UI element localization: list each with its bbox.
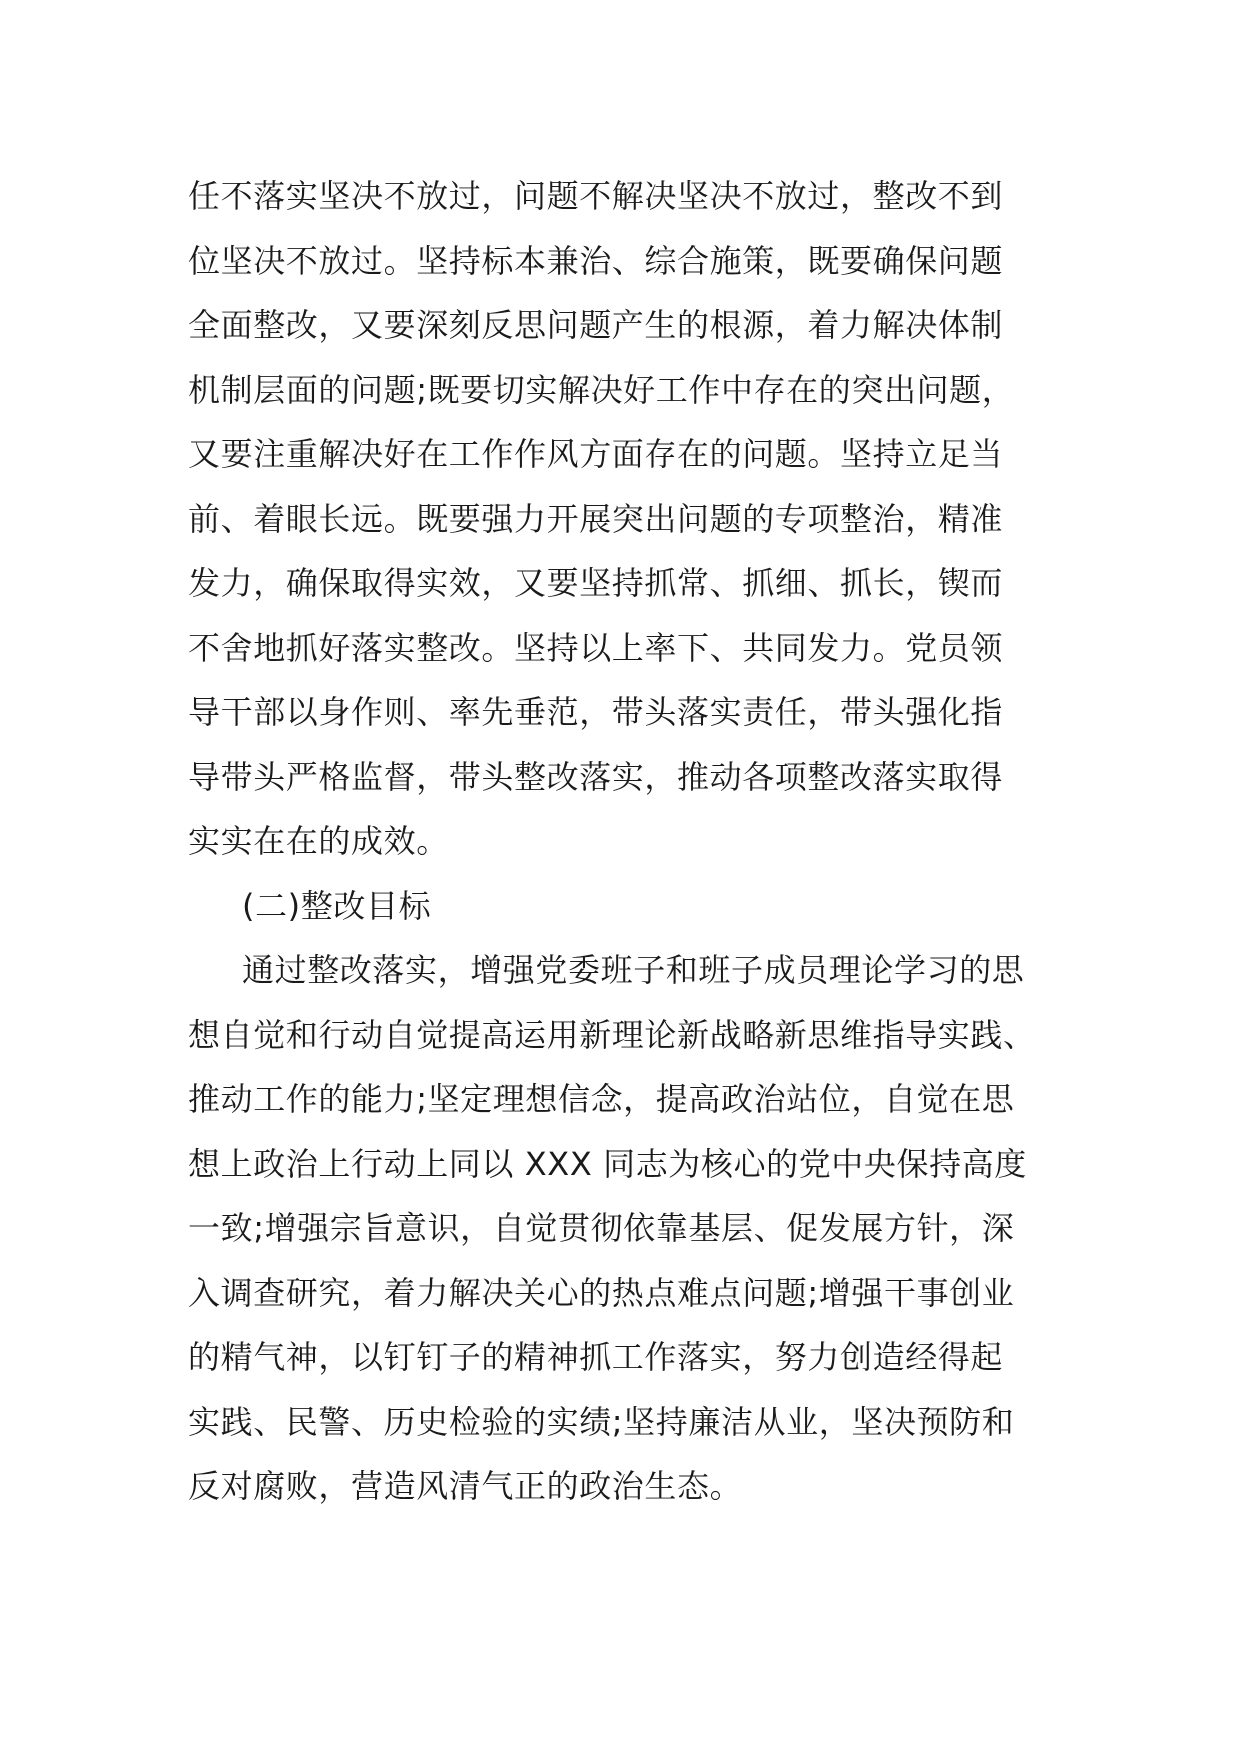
- text-line: 实实在在的成效。: [188, 822, 449, 860]
- text-line: 一致;增强宗旨意识，自觉贯彻依靠基层、促发展方针，深: [188, 1209, 1015, 1247]
- text-line: 又要注重解决好在工作作风方面存在的问题。坚持立足当: [188, 435, 1004, 473]
- text-line: 想上政治上行动上同以 XXX 同志为核心的党中央保持高度: [188, 1144, 1027, 1183]
- text-line: 任不落实坚决不放过，问题不解决坚决不放过，整改不到: [188, 177, 1004, 215]
- text-line: 推动工作的能力;坚定理想信念，提高政治站位，自觉在思: [188, 1080, 1015, 1118]
- text-line: 想自觉和行动自觉提高运用新理论新战略新思维指导实践、: [188, 1015, 1036, 1054]
- paragraph-principles: [188, 164, 1068, 874]
- text-line: 反对腐败，营造风清气正的政治生态。: [188, 1467, 743, 1505]
- text-line: 导带头严格监督，带头整改落实，推动各项整改落实取得: [188, 757, 1004, 796]
- text-line: 位坚决不放过。坚持标本兼治、综合施策，既要确保问题: [188, 241, 1004, 280]
- document-body: [188, 164, 1068, 1519]
- text-line: 机制层面的问题;既要切实解决好工作中存在的突出问题，: [188, 370, 1015, 409]
- paragraph-goals: [188, 938, 1068, 1519]
- section-heading-goals: (二)整改目标: [242, 886, 432, 925]
- text-line: 发力，确保取得实效，又要坚持抓常、抓细、抓长，锲而: [188, 564, 1004, 602]
- text-line: 入调查研究，着力解决关心的热点难点问题;增强干事创业: [188, 1273, 1015, 1312]
- text-line: 前、着眼长远。既要强力开展突出问题的专项整治，精准: [188, 499, 1004, 538]
- text-line: 不舍地抓好落实整改。坚持以上率下、共同发力。党员领: [188, 628, 1004, 667]
- text-line: 导干部以身作则、率先垂范，带头落实责任，带头强化指: [188, 693, 1004, 731]
- text-line: 实践、民警、历史检验的实绩;坚持廉洁从业，坚决预防和: [188, 1402, 1015, 1441]
- text-line: 的精气神，以钉钉子的精神抓工作落实，努力创造经得起: [188, 1338, 1004, 1376]
- text-line: 通过整改落实，增强党委班子和班子成员理论学习的思: [242, 951, 1025, 989]
- text-line: 全面整改，又要深刻反思问题产生的根源，着力解决体制: [188, 306, 1004, 344]
